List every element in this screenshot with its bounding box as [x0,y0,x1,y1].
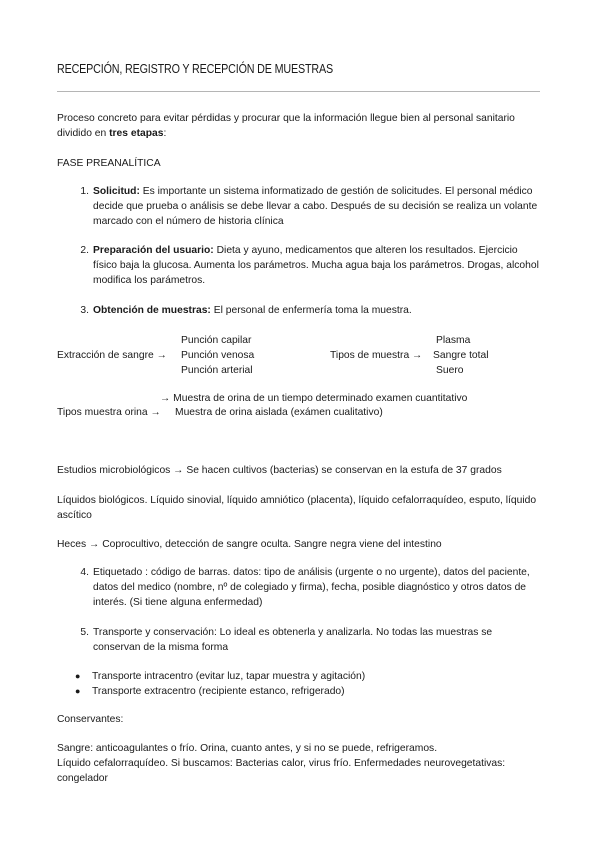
list-text [93,303,539,318]
tipos-item-3: Suero [436,365,464,376]
list-number: 3. [80,305,89,316]
bullet-text: Transporte intracentro (evitar luz, tapar muestra y agitación) [92,671,366,682]
orina-label: Tipos muestra orina → [57,407,161,418]
heces-paragraph: Heces → Coprocultivo, detección de sangre oculta. Sangre negra viene del intestino [57,539,442,550]
liquido-conservantes-line: Líquido cefalorraquídeo. Si buscamos: Bacterias calor, virus frío. Enfermedades neurovegetativas: congelador [57,758,506,784]
list-number: 1. [80,186,89,197]
list-text: Etiquetado : código de barras. datos: tipo de análisis (urgente o no urgente), datos del paciente, datos del medico (nombre, nº de colegiado y firma), fecha, posible diagnóstico y otros datos de interés. (Si tiene alguna enfermedad) [93,567,530,608]
list-text [93,184,539,229]
intro-paragraph [57,111,527,141]
sangre-item-3: Punción arterial [181,365,253,376]
list-body: Dieta y ayuno, medicamentos que alteren los resultados. Ejercicio físico baja la glucosa. Aumenta los parámetros. Mucha agua baja los parámetros. Drogas, alcohol modifica los parámetros. [93,245,539,286]
intro-bold: tres etapas [109,128,164,139]
sangre-conservantes-line: Sangre: anticoagulantes o frío. Orina, cuanto antes, y si no se puede, refrigeramos. [57,743,438,754]
title-divider [57,91,540,92]
liquidos-paragraph: Líquidos biológicos. Líquido sinovial, líquido amniótico (placenta), líquido cefalorraquídeo, esputo, líquido ascítico [57,495,537,521]
list-bold: Preparación del usuario: [93,245,214,256]
tipos-label: Tipos de muestra → [330,350,423,361]
list-number: 2. [80,245,89,256]
list-bold: Obtención de muestras: [93,305,211,316]
sangre-label: Extracción de sangre → [57,350,167,361]
page-title: RECEPCIÓN, REGISTRO Y RECEPCIÓN DE MUESTRAS [57,62,333,76]
orina-line-1: → Muestra de orina de un tiempo determinado examen cuantitativo [160,393,468,404]
bullet-icon: ● [75,686,81,696]
list-bold: Solicitud: [93,186,140,197]
bullet-text: Transporte extracentro (recipiente estanco, refrigerado) [92,686,345,697]
sangre-item-1: Punción capilar [181,335,252,346]
bullet-icon: ● [75,671,81,681]
tipos-item-1: Plasma [436,335,471,346]
section-heading-fase: FASE PREANALÍTICA [57,158,161,169]
list-text: Transporte y conservación: Lo ideal es obtenerla y analizarla. No todas las muestras se conservan de la misma forma [93,627,493,653]
list-body: El personal de enfermería toma la muestra. [210,305,412,316]
list-body: Es importante un sistema informatizado de gestión de solicitudes. El personal médico decide que prueba o análisis se debe llevar a cabo. Después de su decisión se realiza un volante marcado con el número de historia clínica [93,186,538,227]
sangre-item-2: Punción venosa [181,350,255,361]
list-number: 5. [80,627,89,638]
intro-end: : [163,128,167,139]
list-text [93,243,539,288]
micro-paragraph: Estudios microbiológicos → Se hacen cultivos (bacterias) se conservan en la estufa de 37 grados [57,465,502,476]
orina-line-2: Muestra de orina aislada (exámen cualitativo) [175,407,383,418]
conservantes-heading: Conservantes: [57,714,124,725]
tipos-item-2: Sangre total [433,350,489,361]
list-number: 4. [80,567,89,578]
intro-text: Proceso concreto para evitar pérdidas y procurar que la información llegue bien al personal sanitario dividido en [57,113,515,139]
